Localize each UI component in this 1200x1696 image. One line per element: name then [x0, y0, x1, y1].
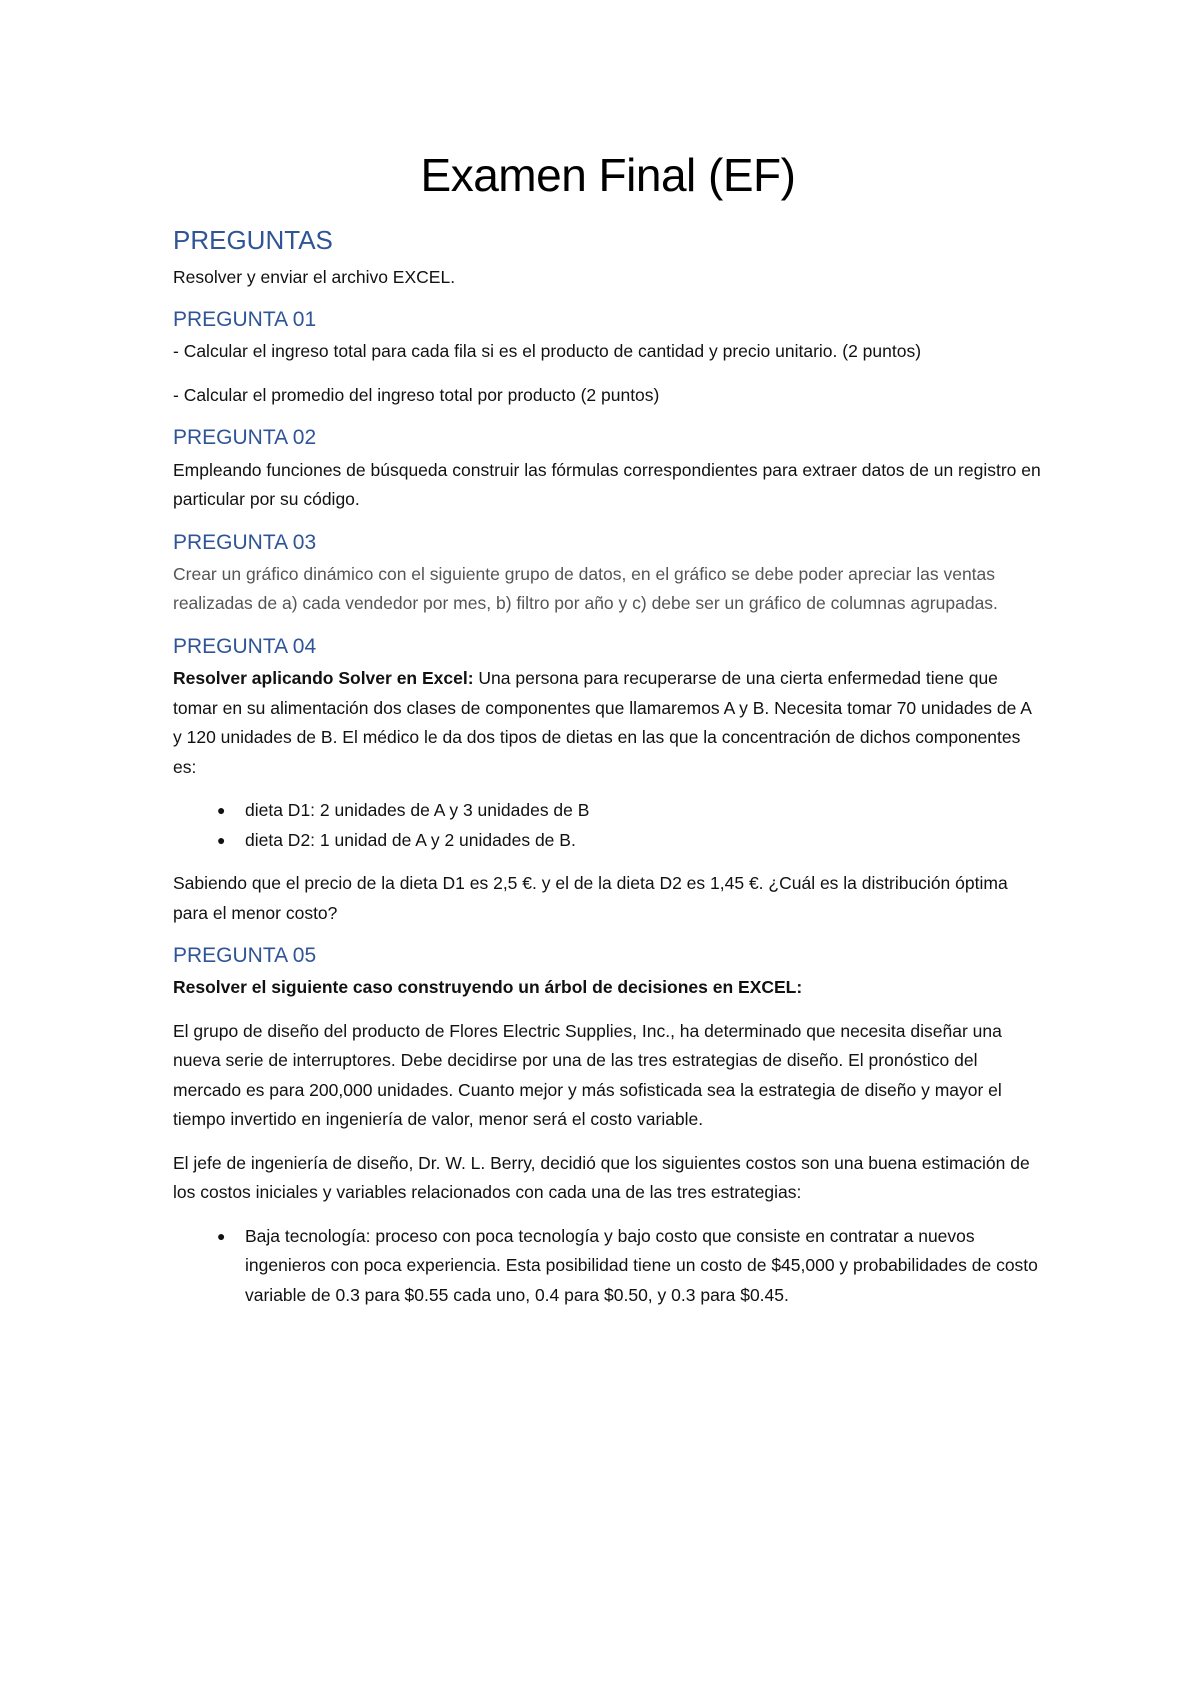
strategy-low-tech-text: Baja tecnología: proceso con poca tecnología y bajo costo que consiste en contratar a nuevos ingenieros con poca experiencia. Esta posibilidad tiene un costo de $45,000 y probabilidades de costo variable de 0.3 para $0.55 cada uno, 0.4 para $0.50, y 0.3 para $0.45.	[245, 1225, 1038, 1305]
list-item	[173, 1222, 1043, 1311]
question-05-strategy-list	[173, 1222, 1043, 1311]
question-02-text: Empleando funciones de búsqueda construir las fórmulas correspondientes para extraer datos de un registro en particular por su código.	[173, 459, 1041, 510]
question-05-lead	[173, 973, 1043, 1003]
section-heading-preguntas: PREGUNTAS	[173, 225, 333, 255]
question-05-paragraph-1: El grupo de diseño del producto de Flores Electric Supplies, Inc., ha determinado que necesita diseñar una nueva serie de interruptores. Debe decidirse por una de las tres estrategias de diseño. El pronóstico del mercado es para 200,000 unidades. Cuanto mejor y más sofisticada sea la estrategia de diseño y mayor el tiempo invertido en ingeniería de valor, menor será el costo variable.	[173, 1020, 1002, 1130]
question-04-lead-bold: Resolver aplicando Solver en Excel:	[173, 668, 474, 689]
question-04-heading: PREGUNTA 04	[173, 634, 317, 658]
bullet-icon: ●	[217, 802, 226, 819]
document-content	[173, 148, 1043, 1324]
document-title: Examen Final (EF)	[420, 149, 796, 201]
question-05-heading: PREGUNTA 05	[173, 944, 317, 968]
question-05-paragraph-2: El jefe de ingeniería de diseño, Dr. W. L. Berry, decidió que los siguientes costos son una buena estimación de los costos iniciales y variables relacionados con cada una de las tres estrategias:	[173, 1152, 1030, 1203]
question-04-closing: Sabiendo que el precio de la dieta D1 es 2,5 €. y el de la dieta D2 es 1,45 €. ¿Cuál es la distribución óptima para el menor costo?	[173, 873, 1008, 923]
bullet-icon: ●	[217, 1227, 226, 1244]
diet-d2-text: dieta D2: 1 unidad de A y 2 unidades de B.	[245, 829, 576, 850]
question-01-line-2: - Calcular el promedio del ingreso total por producto (2 puntos)	[173, 384, 660, 405]
question-05-lead-bold: Resolver el siguiente caso construyendo un árbol de decisiones en EXCEL:	[173, 977, 803, 998]
diet-d1-text: dieta D1: 2 unidades de A y 3 unidades de B	[245, 800, 590, 821]
question-03-text: Crear un gráfico dinámico con el siguiente grupo de datos, en el gráfico se debe poder apreciar las ventas realizadas de a) cada vendedor por mes, b) filtro por año y c) debe ser un gráfico de columnas agrupadas.	[173, 563, 998, 614]
question-04-lead-text: Una persona para recuperarse de una cierta enfermedad tiene que tomar en su alimentación dos clases de componentes que llamaremos A y B. Necesita tomar 70 unidades de A y 120 unidades de B. El médico le da dos tipos de dietas en las que la concentración de dichos componentes es:	[173, 668, 1031, 777]
question-01-line-1: - Calcular el ingreso total para cada fila si es el producto de cantidad y precio unitario. (2 puntos)	[173, 341, 922, 362]
intro-text: Resolver y enviar el archivo EXCEL.	[173, 266, 456, 287]
question-01-heading: PREGUNTA 01	[173, 308, 317, 331]
question-03-heading: PREGUNTA 03	[173, 530, 317, 554]
question-04-diet-list	[173, 796, 1043, 855]
list-item	[173, 796, 1043, 826]
bullet-icon: ●	[217, 831, 226, 848]
question-02-heading: PREGUNTA 02	[173, 426, 317, 450]
question-04-lead	[173, 664, 1043, 782]
list-item	[173, 826, 1043, 856]
